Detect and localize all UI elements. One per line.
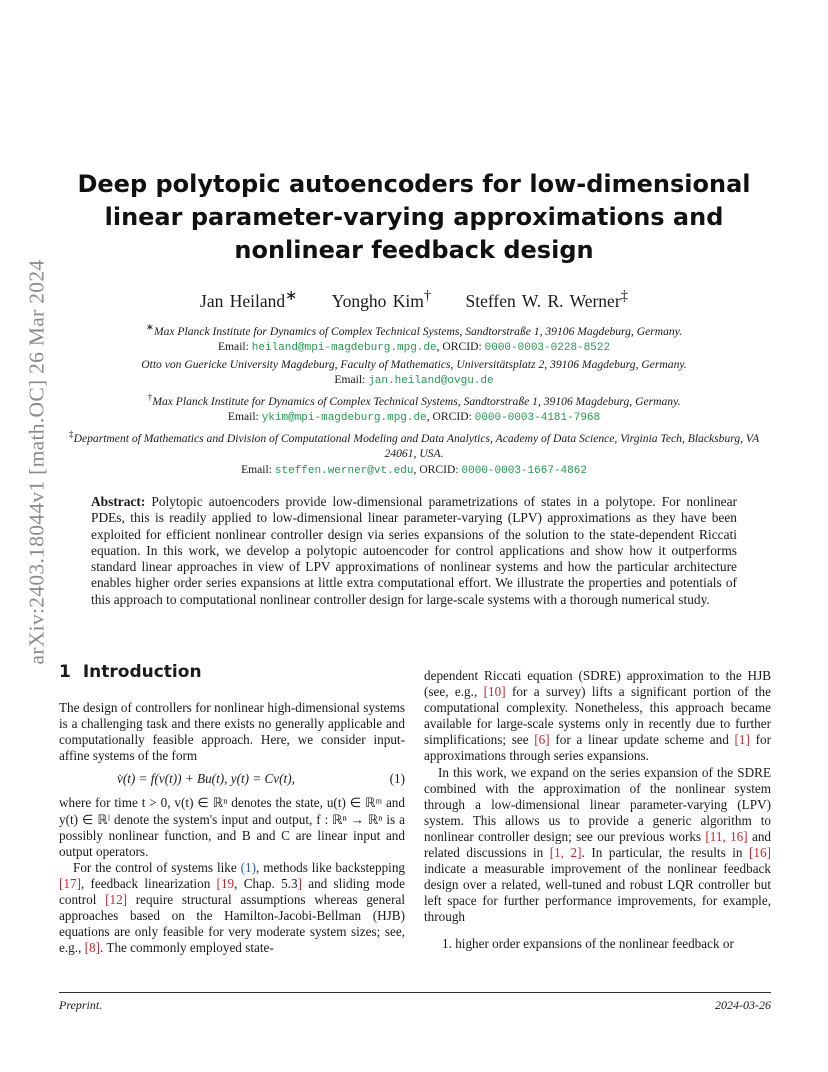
affiliation-1: ∗Max Planck Institute for Dynamics of Complex Technical Systems, Sandtorstraße 1, 39106 Magdeburg, Germany. bbox=[145, 322, 683, 338]
affiliation-2: Otto von Guericke University Magdeburg, Faculty of Mathematics, Universitätsplatz 2, 39106 Magdeburg, Germany. bbox=[141, 357, 687, 371]
list-item: 1. higher order expansions of the nonlinear feedback or bbox=[442, 935, 734, 951]
citation-link[interactable]: [1, 2] bbox=[549, 845, 582, 861]
section-heading: 1 Introduction bbox=[59, 662, 202, 682]
email-link[interactable]: ykim@mpi-magdeburg.mpg.de bbox=[261, 412, 427, 425]
affiliation-2-contact: Email: jan.heiland@ovgu.de bbox=[334, 373, 494, 388]
affiliation-3: †Max Planck Institute for Dynamics of Complex Technical Systems, Sandtorstraße 1, 39106 Magdeburg, Germany. bbox=[147, 391, 681, 408]
author: Yongho Kim† bbox=[331, 288, 432, 311]
arxiv-sidebar bbox=[20, 259, 54, 665]
affiliation-4: ‡Department of Mathematics and Division of Computational Modeling and Data Analytics, Academy of Data Science, Virginia Tech, Blacksburg, VA 24061, USA. bbox=[68, 428, 760, 461]
abstract bbox=[91, 494, 737, 608]
paragraph: The design of controllers for nonlinear high-dimensional systems is a challenging task and there exists no generally applicable and computationally feasible approach. Here, we consider input-affine systems of the form bbox=[59, 700, 405, 764]
email-link[interactable]: jan.heiland@ovgu.de bbox=[368, 375, 494, 388]
column-left bbox=[59, 664, 405, 956]
email-link[interactable]: steffen.werner@vt.edu bbox=[274, 464, 414, 477]
citation-link[interactable]: [12] bbox=[105, 892, 128, 908]
affiliation-1-contact: Email: heiland@mpi-magdeburg.mpg.de, ORCID: 0000-0003-0228-8522 bbox=[217, 340, 611, 355]
affiliations bbox=[60, 320, 768, 479]
arxiv-identifier: arXiv:2403.18044v1 [math.OC] 26 Mar 2024 bbox=[24, 259, 49, 665]
citation-link[interactable]: [11, 16] bbox=[705, 828, 748, 844]
abstract-label: Abstract: bbox=[91, 494, 146, 509]
orcid-link[interactable]: 0000-0003-1667-4862 bbox=[461, 464, 587, 477]
equation-1: v̇(t) = f(v(t)) + Bu(t), y(t) = Cv(t), (1) bbox=[117, 771, 405, 787]
footer-date: 2024-03-26 bbox=[715, 998, 771, 1012]
paragraph: where for time t > 0, v(t) ∈ ℝⁿ denotes the state, u(t) ∈ ℝᵐ and y(t) ∈ ℝˡ denote the system's input and output, f : ℝⁿ → ℝⁿ is a possibly nonlinear function, and B and C are linear input and output operators. bbox=[59, 795, 405, 859]
paragraph: dependent Riccati equation (SDRE) approximation to the HJB (see, e.g., [10] for a survey) lifts a significant portion of the computational complexity. Nonetheless, this approach became available for large-scale systems only in recently due to further simplifications; see [6] for a linear update scheme and [1] for approximations through series expansions. bbox=[424, 668, 771, 764]
abstract-text: Polytopic autoencoders provide low-dimensional parametrizations of states in a polytope. For nonlinear PDEs, this is readily applied to low-dimensional linear parameter-varying (LPV) approximations as they have been exploited for efficient nonlinear controller design via series expansions of the solution to the state-dependent Riccati equation. In this work, we develop a polytopic autoencoder for control applications and show how it outperforms standard linear approaches in view of LPV approximations of nonlinear systems and how the particular architecture enables higher order series expansions at little extra computational effort. We illustrate the properties and potentials of this approach to computational nonlinear controller design for large-scale systems with a thorough numerical study. bbox=[91, 494, 737, 607]
author-list bbox=[60, 287, 768, 312]
paragraph: In this work, we expand on the series expansion of the SDRE combined with the approximation of the nonlinear system through a low-dimensional linear parameter-varying (LPV) system. This allows us to provide a generic algorithm to nonlinear controller design; see our previous works [11, 16] and related discussions in [1, 2]. In particular, the results in [16] indicate a measurable improvement of the nonlinear feedback design over a related, well-tuned and robust LQR controller but left space for further performance improvements, for example, through bbox=[424, 764, 772, 925]
paragraph: For the control of systems like (1), methods like backstepping [17], feedback linearization [19, Chap. 5.3] and sliding mode control [12] require structural assumptions whereas general approaches based on the Hamilton-Jacobi-Bellman (HJB) equations are only feasible for very moderate system sizes; see, e.g., [8]. The commonly employed state- bbox=[59, 859, 406, 956]
orcid-link[interactable]: 0000-0003-4181-7968 bbox=[474, 412, 601, 425]
footer-divider bbox=[59, 992, 771, 993]
affiliation-3-contact: Email: ykim@mpi-magdeburg.mpg.de, ORCID: 0000-0003-4181-7968 bbox=[227, 410, 601, 425]
citation-link[interactable]: [19 bbox=[216, 875, 235, 891]
footer-preprint: Preprint. bbox=[59, 998, 103, 1012]
equation-reference[interactable]: (1) bbox=[240, 859, 257, 875]
column-right bbox=[424, 668, 771, 952]
citation-link[interactable]: [17] bbox=[59, 875, 81, 891]
email-link[interactable]: heiland@mpi-magdeburg.mpg.de bbox=[251, 342, 437, 355]
affiliation-4-contact: Email: steffen.werner@vt.edu, ORCID: 0000-0003-1667-4862 bbox=[241, 462, 587, 477]
citation-link[interactable]: [8] bbox=[84, 940, 101, 956]
citation-link[interactable]: [1] bbox=[734, 732, 750, 748]
paper-title: Deep polytopic autoencoders for low-dimensional linear parameter-varying approximations and nonlinear feedback design bbox=[77, 170, 751, 264]
citation-link[interactable]: [10] bbox=[483, 684, 506, 700]
author: Steffen W. R. Werner‡ bbox=[465, 288, 628, 311]
author: Jan Heiland∗ bbox=[200, 288, 298, 311]
citation-link[interactable]: [6] bbox=[534, 732, 550, 748]
citation-link[interactable]: [16] bbox=[749, 845, 772, 861]
orcid-link[interactable]: 0000-0003-0228-8522 bbox=[484, 342, 611, 355]
